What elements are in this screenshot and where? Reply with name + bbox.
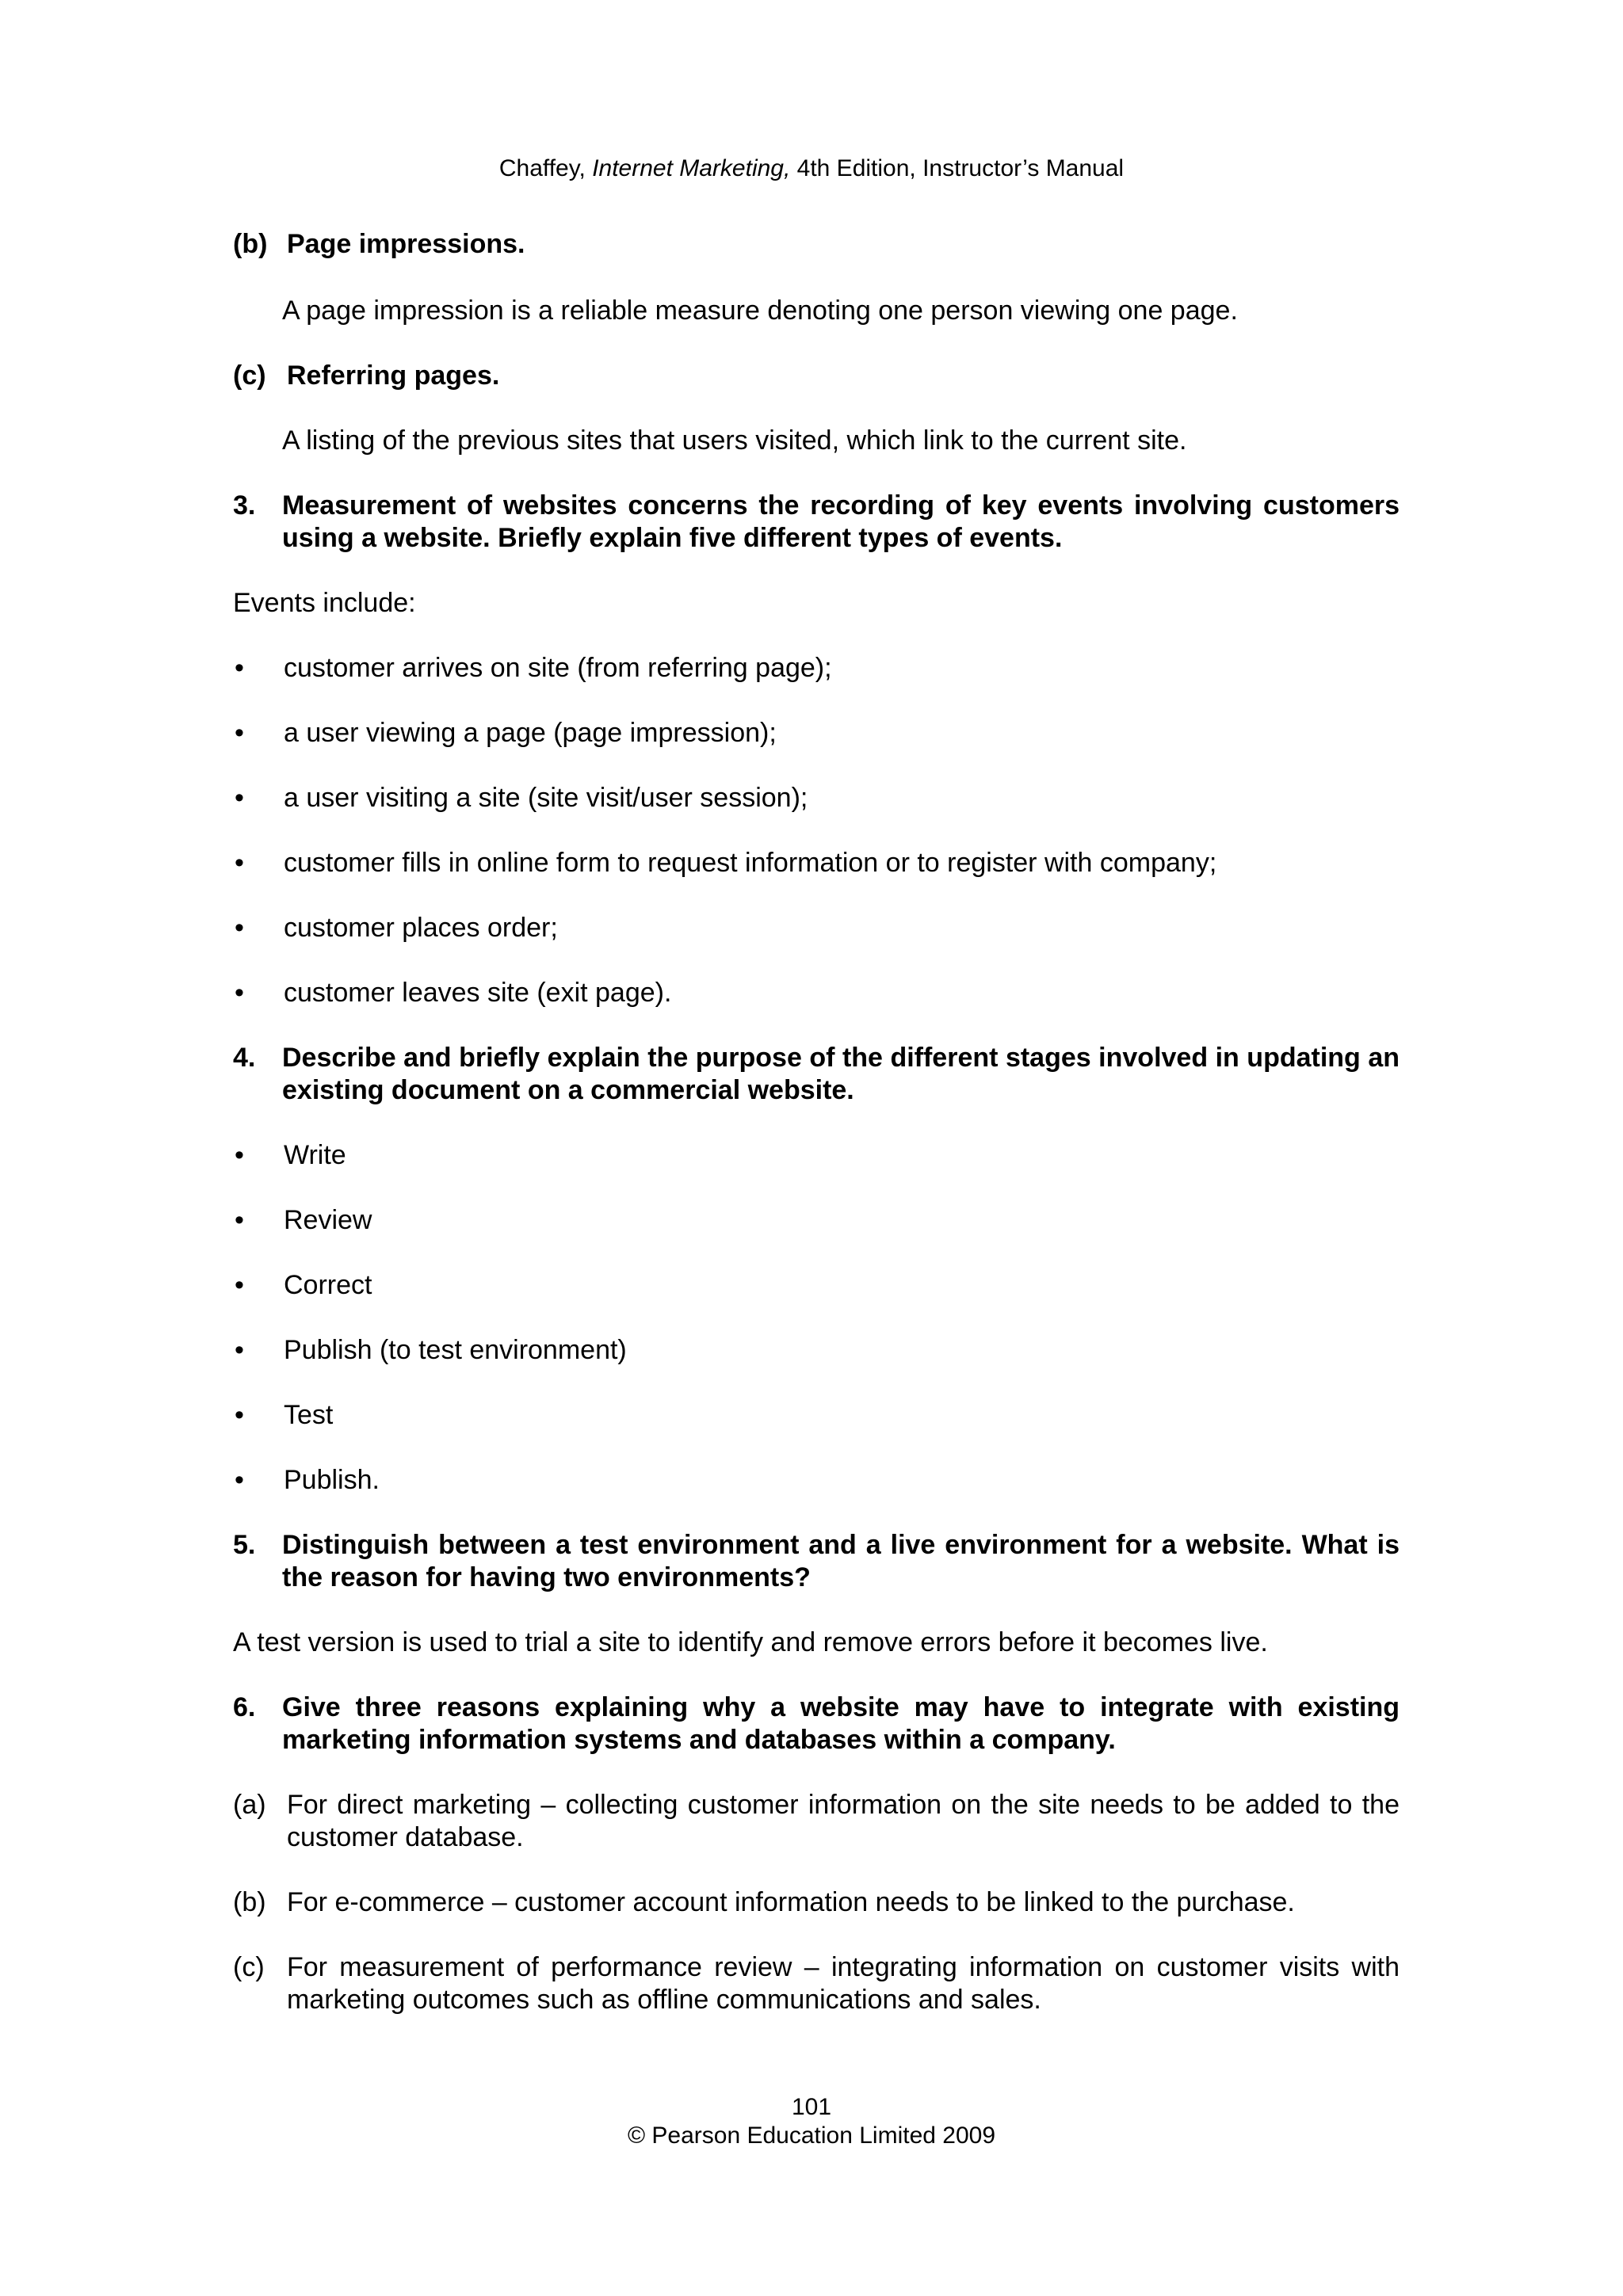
answer-label: (b) — [233, 1887, 266, 1917]
subsection-label: (c) — [233, 360, 266, 391]
question-number: 6. — [233, 1692, 256, 1722]
question-number: 3. — [233, 490, 256, 521]
subsection-title: Page impressions. — [287, 229, 525, 259]
list-item — [233, 1464, 1400, 1497]
bullet-icon: • — [235, 1465, 244, 1495]
subsection-c-text: A listing of the previous sites that users visited, which link to the current site. — [282, 425, 1187, 456]
list-item-text: Review — [284, 1205, 372, 1235]
bullet-icon: • — [235, 1400, 244, 1430]
bullet-icon: • — [235, 913, 244, 943]
answer-text: For direct marketing – collecting customer information on the site needs to be added to the customer database. — [287, 1790, 1400, 1852]
page-number: 101 — [791, 2094, 832, 2120]
list-item — [233, 1139, 1400, 1172]
list-item-text: Publish. — [284, 1465, 380, 1495]
bullet-icon: • — [235, 978, 244, 1008]
bullet-icon: • — [235, 718, 244, 748]
list-item-text: a user visiting a site (site visit/user session); — [284, 783, 808, 813]
q5-answer: A test version is used to trial a site to identify and remove errors before it becomes live. — [233, 1627, 1268, 1657]
bullet-icon: • — [235, 1205, 244, 1235]
list-item — [233, 977, 1400, 1009]
page-content — [233, 228, 1400, 2049]
list-item — [233, 1951, 1400, 2016]
q3-intro: Events include: — [233, 588, 416, 618]
list-item-text: customer leaves site (exit page). — [284, 978, 672, 1008]
q3-bullet-list — [233, 652, 1400, 1009]
question-5 — [233, 1529, 1400, 1594]
list-item-text: customer fills in online form to request information or to register with company; — [284, 848, 1217, 878]
subsection-c-heading — [233, 360, 1400, 392]
subsection-b-heading — [233, 228, 1400, 261]
question-text: Give three reasons explaining why a website may have to integrate with existing marketing information systems and databases within a company. — [282, 1692, 1400, 1755]
list-item — [233, 1399, 1400, 1432]
bullet-icon: • — [235, 783, 244, 813]
question-text: Describe and briefly explain the purpose of the different stages involved in updating an existing document on a commercial website. — [282, 1043, 1400, 1105]
list-item-text: Publish (to test environment) — [284, 1335, 627, 1365]
list-item-text: Test — [284, 1400, 334, 1430]
bullet-icon: • — [235, 848, 244, 878]
answer-text: For measurement of performance review – integrating information on customer visits with marketing outcomes such as offline communications and sales. — [287, 1952, 1400, 2015]
list-item — [233, 1204, 1400, 1237]
answer-label: (a) — [233, 1790, 266, 1820]
q6-answer-list — [233, 1789, 1400, 2016]
list-item — [233, 717, 1400, 749]
list-item — [233, 1269, 1400, 1302]
copyright-notice: © Pearson Education Limited 2009 — [627, 2122, 996, 2149]
question-number: 4. — [233, 1043, 256, 1073]
list-item-text: Write — [284, 1140, 346, 1170]
q4-bullet-list — [233, 1139, 1400, 1497]
list-item-text: customer arrives on site (from referring page); — [284, 653, 832, 683]
page-footer — [0, 2093, 1623, 2150]
list-item — [233, 912, 1400, 944]
answer-text: For e-commerce – customer account information needs to be linked to the purchase. — [287, 1887, 1295, 1917]
list-item — [233, 1789, 1400, 1854]
header-book-title: Internet Marketing, — [592, 155, 791, 181]
question-number: 5. — [233, 1530, 256, 1560]
subsection-b-text: A page impression is a reliable measure denoting one person viewing one page. — [282, 296, 1238, 326]
list-item — [233, 847, 1400, 879]
header-edition: 4th Edition, Instructor’s Manual — [790, 155, 1125, 181]
header-author: Chaffey, — [498, 155, 593, 181]
question-text: Measurement of websites concerns the recording of key events involving customers using a website. Briefly explain five different types of events. — [282, 490, 1400, 553]
answer-label: (c) — [233, 1952, 265, 1982]
list-item — [233, 782, 1400, 814]
list-item-text: a user viewing a page (page impression); — [284, 718, 777, 748]
list-item-text: customer places order; — [284, 913, 558, 943]
list-item-text: Correct — [284, 1270, 372, 1300]
bullet-icon: • — [235, 1335, 244, 1365]
running-header — [0, 154, 1623, 184]
subsection-title: Referring pages. — [287, 360, 500, 391]
bullet-icon: • — [235, 1270, 244, 1300]
bullet-icon: • — [235, 1140, 244, 1170]
subsection-label: (b) — [233, 229, 268, 259]
question-6 — [233, 1691, 1400, 1756]
question-3 — [233, 490, 1400, 555]
list-item — [233, 1886, 1400, 1919]
question-text: Distinguish between a test environment and a live environment for a website. What is the reason for having two environments? — [282, 1530, 1400, 1592]
bullet-icon: • — [235, 653, 244, 683]
list-item — [233, 652, 1400, 685]
question-4 — [233, 1042, 1400, 1107]
list-item — [233, 1334, 1400, 1367]
